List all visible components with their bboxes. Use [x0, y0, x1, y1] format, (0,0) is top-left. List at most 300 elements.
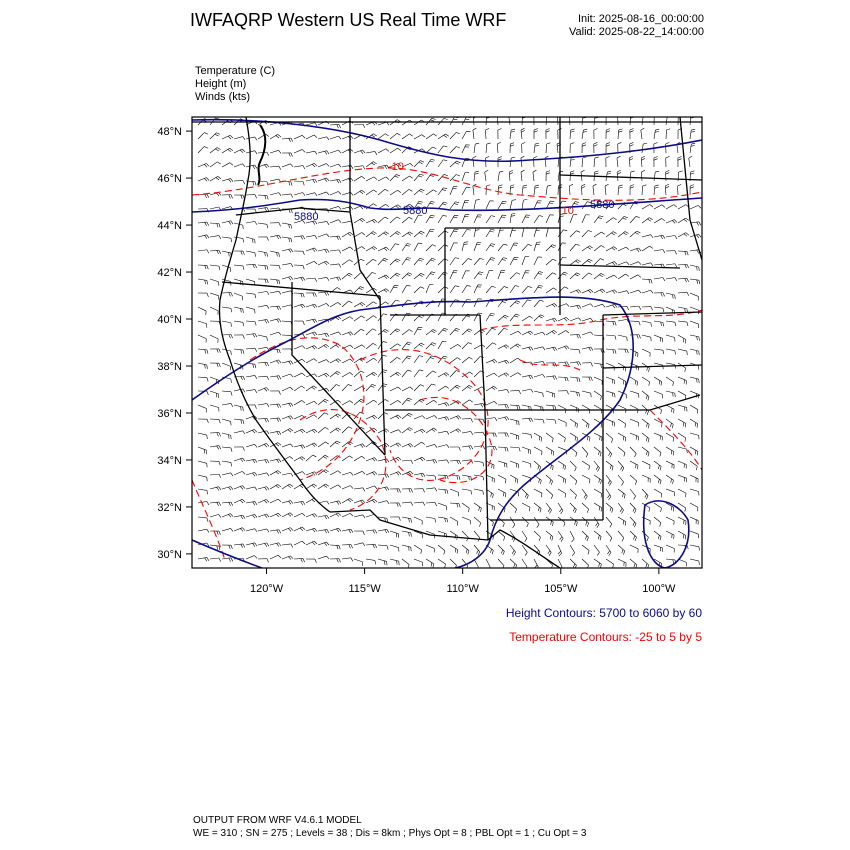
- wind-barb-feather: [301, 278, 303, 281]
- wind-barb: [594, 391, 601, 396]
- wind-barb-feather: [362, 246, 365, 248]
- wind-barb: [606, 363, 614, 367]
- wind-barb-feather: [634, 563, 635, 567]
- wind-barb: [330, 191, 338, 195]
- wind-barb-feather: [655, 131, 659, 132]
- wind-barb: [414, 442, 422, 447]
- wind-barb: [462, 503, 469, 508]
- wind-barb: [342, 486, 350, 489]
- wind-barb-feather: [699, 267, 700, 271]
- wind-barb-feather: [432, 118, 436, 119]
- wind-barb-feather: [207, 518, 208, 522]
- wind-barb-feather: [301, 445, 303, 448]
- wind-barb-feather: [447, 445, 449, 448]
- wind-barb: [618, 545, 625, 551]
- wind-barb-feather: [326, 261, 329, 264]
- wind-barb-feather: [658, 479, 659, 483]
- wind-barb: [426, 174, 431, 181]
- wind-barb-feather: [360, 151, 363, 154]
- wind-barb-feather: [564, 272, 568, 273]
- wind-barb-feather: [383, 370, 387, 371]
- wind-barb-feather: [502, 302, 506, 303]
- wind-barb: [282, 513, 290, 517]
- wind-barb-feather: [300, 485, 303, 487]
- wind-barb: [594, 475, 601, 480]
- wind-barb: [354, 515, 363, 517]
- wind-barb-feather: [687, 322, 688, 326]
- wind-barb-feather: [445, 134, 448, 136]
- wind-barb-feather: [552, 466, 553, 470]
- wind-barb-feather: [541, 315, 545, 317]
- wind-barb: [558, 158, 559, 167]
- wind-barb-feather: [490, 231, 494, 232]
- wind-barb: [474, 272, 479, 279]
- wind-barb-feather: [609, 482, 611, 485]
- wind-barb-feather: [659, 381, 660, 385]
- wind-barb-feather: [204, 147, 208, 149]
- wind-barb: [462, 489, 471, 490]
- wind-barb-feather: [639, 322, 640, 326]
- wind-barb-feather: [325, 455, 329, 457]
- wind-barb: [642, 489, 648, 496]
- wind-barb-feather: [207, 280, 208, 284]
- wind-barb: [450, 117, 454, 125]
- wind-barb-feather: [661, 494, 662, 498]
- wind-barb-feather: [565, 287, 569, 289]
- wind-barb: [510, 517, 515, 525]
- wind-barb: [294, 373, 302, 377]
- wind-barb-feather: [589, 246, 592, 248]
- wind-barb: [666, 517, 674, 521]
- wind-barb-feather: [565, 466, 566, 470]
- wind-barb-feather: [229, 558, 231, 562]
- wind-barb: [258, 265, 267, 266]
- wind-barb-feather: [455, 387, 459, 389]
- wind-barb: [486, 271, 489, 279]
- wind-barb: [678, 335, 686, 339]
- wind-barb-feather: [207, 250, 209, 253]
- wind-barb-feather: [585, 496, 587, 499]
- wind-barb-feather: [336, 429, 339, 431]
- wind-barb: [438, 373, 446, 377]
- wind-barb-feather: [385, 217, 389, 219]
- wind-barb: [462, 545, 469, 551]
- wind-barb-feather: [337, 236, 339, 240]
- wind-barb: [198, 321, 207, 324]
- wind-barb-feather: [613, 350, 614, 354]
- model-footer-line1: OUTPUT FROM WRF V4.6.1 MODEL: [193, 815, 362, 826]
- wind-barb: [210, 391, 219, 394]
- wind-barb-feather: [243, 137, 245, 140]
- wind-barb: [222, 391, 231, 392]
- wind-barb-feather: [528, 244, 532, 245]
- wind-barb: [486, 229, 491, 237]
- wind-barb-feather: [374, 486, 377, 489]
- wind-barb-feather: [675, 264, 677, 267]
- wind-barb: [318, 303, 326, 307]
- wind-barb-feather: [314, 332, 317, 335]
- wind-barb: [474, 345, 482, 349]
- wind-barb: [486, 328, 492, 335]
- wind-barb: [678, 447, 687, 449]
- wind-barb-feather: [301, 386, 304, 388]
- wind-barb: [641, 172, 642, 181]
- wind-barb-feather: [420, 174, 424, 175]
- wind-barb-feather: [207, 293, 208, 297]
- wind-barb: [474, 258, 480, 265]
- wind-barb: [402, 258, 407, 265]
- wind-barb: [246, 375, 255, 377]
- wind-barb-feather: [395, 330, 399, 332]
- wind-barb-feather: [647, 537, 649, 541]
- wind-barb-feather: [406, 344, 410, 345]
- wind-barb-feather: [505, 433, 506, 437]
- wind-barb-feather: [673, 382, 674, 386]
- wind-barb-feather: [633, 522, 635, 526]
- wind-barb-feather: [564, 318, 567, 321]
- wind-barb-feather: [267, 182, 268, 186]
- wind-barb-feather: [387, 459, 389, 462]
- wind-barb-feather: [606, 129, 610, 130]
- wind-barb: [581, 172, 582, 181]
- wind-barb: [654, 489, 662, 494]
- wind-barb-feather: [578, 318, 581, 321]
- wind-barb-feather: [243, 544, 245, 548]
- wind-barb: [414, 287, 420, 293]
- wind-barb-feather: [612, 291, 615, 294]
- wind-barb: [426, 245, 432, 251]
- wind-barb: [450, 187, 453, 195]
- wind-barb-feather: [672, 424, 673, 428]
- wind-barb-feather: [349, 530, 351, 533]
- wind-barb-feather: [447, 417, 449, 420]
- wind-barb-feather: [300, 430, 303, 433]
- wind-barb: [690, 419, 698, 424]
- wind-barb-feather: [511, 131, 515, 132]
- wind-barb: [438, 545, 445, 551]
- wind-barb-feather: [567, 377, 568, 381]
- wind-barb-feather: [495, 446, 497, 450]
- wind-barb-feather: [699, 222, 701, 226]
- wind-barb: [246, 444, 255, 447]
- wind-barb: [222, 251, 231, 253]
- wind-barb-feather: [360, 287, 364, 289]
- wind-barb: [618, 247, 626, 251]
- wind-barb: [462, 145, 466, 153]
- wind-barb-feather: [407, 285, 411, 286]
- wind-barb-feather: [314, 429, 317, 432]
- wind-barb-feather: [519, 406, 520, 410]
- wind-barb-feather: [430, 358, 434, 359]
- wind-barb: [486, 201, 490, 209]
- wind-barb-feather: [601, 232, 604, 234]
- wind-barb-feather: [291, 249, 293, 252]
- wind-barb-feather: [337, 125, 339, 129]
- wind-barb: [618, 262, 626, 265]
- wind-barb: [582, 405, 590, 409]
- wind-barb-feather: [539, 216, 543, 217]
- wind-barb-feather: [666, 156, 670, 158]
- wind-barb: [426, 444, 435, 447]
- wind-barb-feather: [397, 273, 401, 275]
- wind-barb-feather: [419, 370, 423, 371]
- wind-barb-feather: [216, 178, 219, 180]
- wind-barb-feather: [591, 363, 593, 367]
- wind-barb: [510, 344, 517, 349]
- wind-barb-feather: [685, 368, 686, 372]
- wind-barb-feather: [231, 462, 232, 466]
- wind-barb: [306, 135, 314, 139]
- wind-barb-feather: [279, 530, 281, 533]
- wind-barb: [666, 419, 673, 424]
- wind-barb: [366, 514, 375, 517]
- wind-barb: [390, 285, 394, 293]
- wind-barb-feather: [678, 159, 682, 161]
- wind-barb-feather: [648, 453, 649, 457]
- wind-barb: [354, 190, 362, 195]
- wind-barb-feather: [690, 187, 694, 188]
- wind-barb-feather: [516, 314, 520, 315]
- wind-barb-feather: [337, 288, 340, 290]
- wind-barb: [678, 461, 686, 464]
- wind-barb: [330, 441, 337, 447]
- wind-barb-feather: [685, 535, 686, 539]
- wind-barb-feather: [608, 480, 610, 483]
- wind-barb: [342, 149, 350, 153]
- wind-barb: [522, 475, 531, 478]
- wind-barb: [678, 433, 686, 438]
- wind-barb-feather: [453, 217, 457, 218]
- wind-barb: [390, 329, 397, 335]
- wind-barb-feather: [335, 373, 338, 375]
- wind-barb-feather: [277, 252, 278, 256]
- wind-barb: [666, 264, 675, 265]
- wind-barb: [521, 158, 522, 167]
- wind-barb-feather: [361, 371, 365, 373]
- wind-barb-feather: [407, 429, 410, 431]
- wind-barb: [522, 228, 524, 237]
- wind-barb-feather: [558, 551, 561, 554]
- wind-barb: [486, 373, 494, 377]
- wind-barb-feather: [551, 450, 552, 454]
- wind-barb-feather: [396, 458, 399, 461]
- wind-barb-feather: [396, 300, 400, 301]
- wind-barb: [366, 441, 373, 447]
- wind-barb: [462, 460, 471, 461]
- wind-barb-feather: [350, 486, 353, 489]
- wind-barb-feather: [469, 372, 472, 374]
- wind-barb-feather: [515, 509, 516, 513]
- wind-barb-feather: [641, 128, 645, 130]
- wind-barb-feather: [626, 262, 629, 265]
- wind-barb: [582, 246, 589, 251]
- wind-barb: [294, 193, 303, 195]
- wind-barb-feather: [531, 418, 533, 422]
- wind-barb-feather: [265, 320, 267, 323]
- wind-barb-feather: [383, 331, 386, 333]
- wind-barb-feather: [547, 185, 551, 186]
- wind-barb-feather: [683, 534, 684, 538]
- wind-barb: [414, 161, 420, 167]
- wind-barb-feather: [303, 265, 304, 269]
- wind-barb-feather: [230, 514, 233, 517]
- wind-barb: [270, 166, 279, 167]
- wind-barb: [582, 230, 588, 237]
- wind-barb-feather: [229, 179, 231, 182]
- wind-barb-feather: [606, 145, 610, 146]
- wind-barb-feather: [566, 304, 569, 307]
- wind-barb-feather: [635, 537, 637, 541]
- wind-barb-feather: [503, 551, 505, 555]
- wind-barb-feather: [302, 472, 305, 475]
- wind-barb-feather: [279, 349, 280, 353]
- wind-barb-feather: [289, 224, 290, 228]
- wind-barb: [594, 531, 601, 536]
- wind-barb: [330, 359, 338, 363]
- wind-barb: [390, 400, 398, 405]
- wind-barb: [497, 144, 498, 153]
- wind-barb: [378, 501, 387, 503]
- wind-barb-feather: [384, 290, 387, 293]
- wind-barb: [450, 517, 458, 522]
- wind-barb-feather: [371, 386, 375, 387]
- wind-barb: [582, 419, 589, 424]
- wind-barb-feather: [312, 430, 315, 433]
- wind-barb: [390, 344, 397, 349]
- wind-barb: [546, 228, 548, 237]
- wind-barb-feather: [229, 335, 231, 339]
- wind-barb-feather: [649, 508, 650, 512]
- wind-barb-feather: [456, 328, 460, 329]
- wind-barb: [642, 246, 650, 251]
- wind-barb-feather: [646, 451, 647, 455]
- wind-barb: [678, 391, 686, 395]
- wind-barb: [438, 245, 444, 251]
- wind-barb-feather: [528, 332, 531, 335]
- wind-barb: [606, 247, 614, 251]
- wind-barb-feather: [627, 337, 628, 341]
- wind-barb-feather: [699, 351, 700, 355]
- wind-barb: [438, 287, 444, 293]
- wind-barb-feather: [539, 436, 540, 440]
- valid-time: Valid: 2025-08-22_14:00:00: [569, 26, 704, 38]
- wind-barb: [330, 264, 339, 265]
- wind-barb-feather: [645, 494, 647, 498]
- wind-barb: [510, 130, 511, 139]
- wind-barb-feather: [543, 393, 544, 397]
- wind-barb: [318, 413, 324, 419]
- wind-barb: [570, 362, 579, 363]
- wind-barb-feather: [547, 115, 551, 116]
- wind-barb-feather: [487, 143, 491, 144]
- wind-barb: [402, 356, 408, 363]
- wind-barb: [342, 384, 348, 391]
- wind-barb: [450, 545, 458, 550]
- wind-barb-feather: [267, 279, 268, 283]
- wind-barb-feather: [338, 302, 341, 304]
- wind-barb: [414, 327, 418, 335]
- wind-barb: [618, 559, 626, 563]
- wind-barb: [450, 258, 455, 265]
- wind-barb: [606, 335, 615, 336]
- wind-barb-feather: [443, 330, 447, 331]
- wind-barb: [582, 318, 591, 321]
- wind-barb: [366, 559, 375, 560]
- wind-barb-feather: [567, 362, 569, 366]
- wind-barb: [390, 231, 397, 237]
- wind-barb: [342, 247, 350, 251]
- wind-barb: [570, 318, 578, 321]
- wind-barb-feather: [566, 346, 569, 349]
- wind-barb-feather: [373, 259, 377, 261]
- wind-barb-feather: [623, 436, 624, 440]
- wind-barb: [594, 158, 595, 167]
- wind-barb: [486, 313, 491, 321]
- wind-barb-feather: [315, 151, 317, 154]
- wind-barb: [522, 389, 531, 391]
- wind-barb-feather: [313, 455, 317, 457]
- wind-barb-feather: [265, 208, 267, 211]
- wind-barb: [546, 433, 553, 438]
- wind-barb: [618, 531, 624, 538]
- wind-barb: [666, 293, 675, 295]
- wind-barb-feather: [314, 514, 317, 517]
- wind-barb-feather: [483, 462, 484, 466]
- plot-title: IWFAQRP Western US Real Time WRF: [190, 10, 507, 30]
- wind-barb-feather: [543, 374, 545, 377]
- wind-barb: [654, 447, 661, 453]
- wind-barb-feather: [553, 376, 555, 380]
- wind-barb-feather: [634, 524, 636, 528]
- lon-tick-label: 105°W: [544, 583, 578, 595]
- wind-barb-feather: [587, 509, 588, 513]
- wind-barb-feather: [243, 309, 244, 313]
- wind-barb-feather: [574, 203, 578, 204]
- wind-barb-feather: [647, 411, 648, 415]
- wind-barb: [294, 236, 303, 237]
- wind-barb-feather: [673, 452, 674, 456]
- wind-barb-feather: [420, 430, 423, 433]
- wind-barb-feather: [539, 479, 540, 483]
- wind-barb-feather: [696, 235, 699, 238]
- wind-barb-feather: [315, 179, 317, 182]
- wind-barb: [318, 137, 327, 139]
- wind-barb-feather: [465, 119, 469, 120]
- wind-barb-feather: [473, 128, 477, 130]
- wind-barb-feather: [408, 370, 412, 371]
- wind-barb-feather: [625, 349, 626, 353]
- wind-barb-feather: [514, 552, 516, 555]
- wind-barb: [618, 335, 627, 337]
- wind-barb-feather: [336, 317, 339, 319]
- wind-barb: [354, 488, 363, 489]
- wind-barb-feather: [590, 304, 593, 307]
- wind-barb: [222, 447, 231, 448]
- wind-barb-feather: [279, 459, 281, 462]
- wind-barb: [414, 273, 421, 279]
- wind-barb-feather: [276, 444, 279, 447]
- wind-barb-feather: [543, 361, 545, 364]
- wind-barb-feather: [591, 377, 592, 381]
- wind-barb-feather: [410, 163, 413, 166]
- wind-barb-feather: [625, 231, 628, 233]
- wind-barb-feather: [397, 133, 400, 135]
- wind-barb-feather: [473, 114, 477, 116]
- wind-barb-feather: [555, 406, 556, 410]
- wind-barb-feather: [398, 457, 401, 460]
- wind-barb-feather: [607, 551, 609, 554]
- wind-barb-feather: [691, 171, 695, 172]
